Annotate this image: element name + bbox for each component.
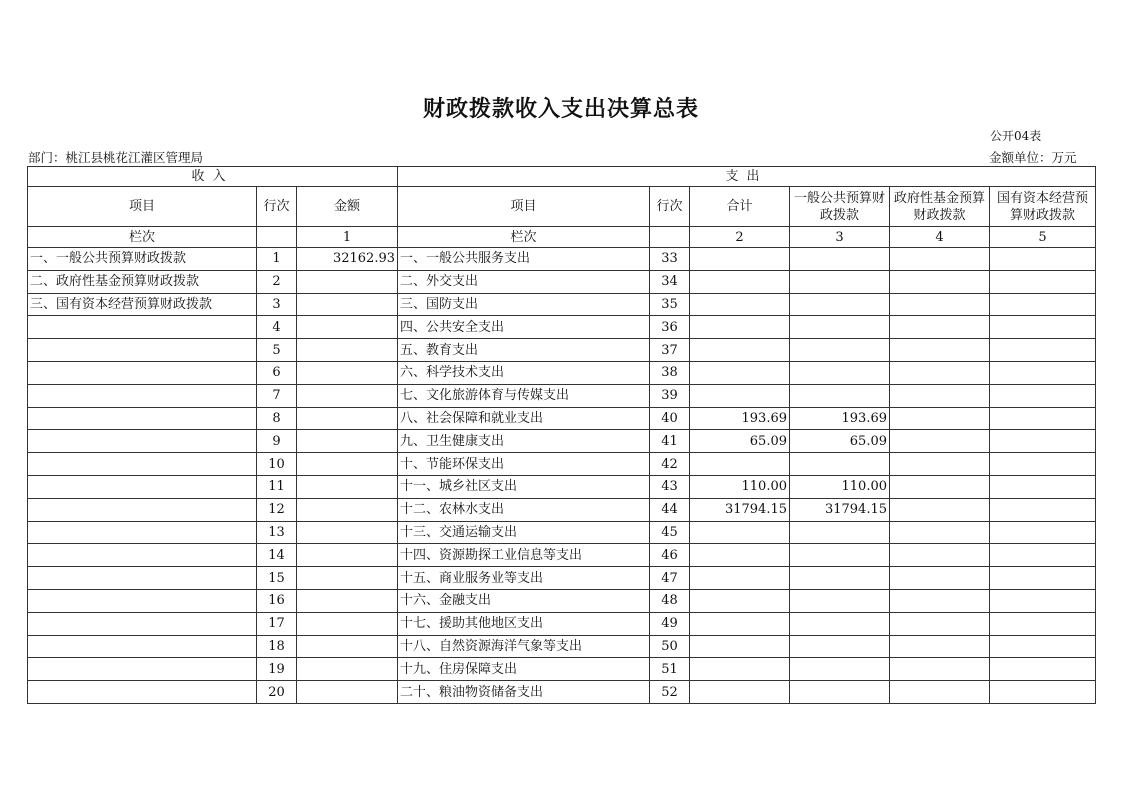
income-amount-cell: 32162.93 [297,248,398,271]
expense-row-no-cell: 41 [650,430,690,453]
general-budget-cell: 193.69 [790,407,890,430]
gov-fund-header: 政府性基金预算财政拨款 [890,187,990,227]
table-row [28,544,1096,567]
table-row [28,430,1096,453]
budget-summary-table [27,166,1096,704]
income-amount-cell [297,544,398,567]
state-capital-cell [990,361,1096,384]
gov-fund-index: 4 [890,227,990,248]
state-capital-index: 5 [990,227,1096,248]
general-budget-cell [790,293,890,316]
expense-item-cell: 十七、援助其他地区支出 [398,612,650,635]
income-row-no-cell: 18 [257,635,297,658]
expense-item-cell: 二、外交支出 [398,270,650,293]
table-row [28,248,1096,271]
general-budget-cell [790,567,890,590]
state-capital-cell [990,544,1096,567]
state-capital-cell [990,589,1096,612]
expense-item-cell: 六、科学技术支出 [398,361,650,384]
expense-item-cell: 十九、住房保障支出 [398,658,650,681]
total-cell [690,384,790,407]
gov-fund-cell [890,681,990,704]
state-capital-cell [990,270,1096,293]
income-row-no-cell: 19 [257,658,297,681]
expense-row-no-header: 行次 [650,187,690,227]
table-row [28,270,1096,293]
state-capital-cell [990,407,1096,430]
income-row-no-cell: 14 [257,544,297,567]
state-capital-cell [990,339,1096,362]
column-header-row [28,187,1096,227]
expense-row-no-cell: 40 [650,407,690,430]
expense-item-cell: 十三、交通运输支出 [398,521,650,544]
income-row-no-cell: 1 [257,248,297,271]
income-amount-cell [297,681,398,704]
expense-row-no-cell: 39 [650,384,690,407]
income-item-cell [28,430,257,453]
total-cell [690,361,790,384]
expense-row-no-cell: 50 [650,635,690,658]
expense-item-header: 项目 [398,187,650,227]
income-amount-cell [297,407,398,430]
general-budget-header: 一般公共预算财政拨款 [790,187,890,227]
general-budget-cell [790,681,890,704]
income-row-no-cell: 11 [257,475,297,498]
table-row [28,339,1096,362]
expense-item-cell: 四、公共安全支出 [398,316,650,339]
income-item-cell [28,407,257,430]
expense-item-cell: 一、一般公共服务支出 [398,248,650,271]
gov-fund-cell [890,339,990,362]
total-index: 2 [690,227,790,248]
income-row-no-cell: 2 [257,270,297,293]
income-item-cell: 二、政府性基金预算财政拨款 [28,270,257,293]
table-row [28,475,1096,498]
total-cell [690,316,790,339]
income-item-cell [28,567,257,590]
general-budget-cell [790,612,890,635]
table-row [28,612,1096,635]
total-cell [690,339,790,362]
state-capital-cell [990,498,1096,521]
table-row [28,361,1096,384]
table-row [28,521,1096,544]
expense-item-cell: 十一、城乡社区支出 [398,475,650,498]
table-row [28,567,1096,590]
state-capital-cell [990,453,1096,476]
income-item-cell [28,384,257,407]
column-index-row [28,227,1096,248]
expense-row-no-cell: 38 [650,361,690,384]
total-cell [690,293,790,316]
general-budget-cell: 110.00 [790,475,890,498]
expense-row-no-cell: 52 [650,681,690,704]
table-row [28,589,1096,612]
expense-item-cell: 十二、农林水支出 [398,498,650,521]
income-amount-cell [297,453,398,476]
table-row [28,384,1096,407]
income-amount-cell [297,521,398,544]
income-row-no-header: 行次 [257,187,297,227]
state-capital-cell [990,384,1096,407]
general-budget-cell [790,270,890,293]
table-row [28,635,1096,658]
expense-item-cell: 三、国防支出 [398,293,650,316]
income-amount-cell [297,635,398,658]
expense-row-no-cell: 43 [650,475,690,498]
section-header-row [28,167,1096,187]
gov-fund-cell [890,475,990,498]
total-cell [690,658,790,681]
gov-fund-cell [890,635,990,658]
gov-fund-cell [890,270,990,293]
expense-row-no-cell: 33 [650,248,690,271]
table-row [28,407,1096,430]
total-header: 合计 [690,187,790,227]
general-budget-cell [790,316,890,339]
state-capital-header: 国有资本经营预算财政拨款 [990,187,1096,227]
expense-row-no-cell: 36 [650,316,690,339]
general-budget-cell [790,521,890,544]
income-amount-cell [297,270,398,293]
income-item-cell [28,635,257,658]
income-row-no-cell: 9 [257,430,297,453]
table-row [28,316,1096,339]
total-cell [690,635,790,658]
total-cell [690,521,790,544]
gov-fund-cell [890,430,990,453]
gov-fund-cell [890,589,990,612]
total-cell: 193.69 [690,407,790,430]
income-amount-cell [297,316,398,339]
state-capital-cell [990,635,1096,658]
expense-row-no-cell: 34 [650,270,690,293]
income-item-cell: 一、一般公共预算财政拨款 [28,248,257,271]
gov-fund-cell [890,544,990,567]
income-row-no-index [257,227,297,248]
gov-fund-cell [890,248,990,271]
gov-fund-cell [890,293,990,316]
gov-fund-cell [890,658,990,681]
income-item-cell [28,589,257,612]
expense-row-no-cell: 42 [650,453,690,476]
state-capital-cell [990,567,1096,590]
income-item-cell [28,316,257,339]
department-label: 部门：桃江县桃花江灌区管理局 [28,150,204,165]
form-number: 公开04表 [990,129,1042,143]
income-amount-cell [297,612,398,635]
gov-fund-cell [890,316,990,339]
state-capital-cell [990,681,1096,704]
total-cell [690,567,790,590]
table-row [28,293,1096,316]
report-title: 财政拨款收入支出决算总表 [422,96,699,122]
total-cell: 110.00 [690,475,790,498]
total-cell [690,681,790,704]
income-amount-cell [297,339,398,362]
total-cell [690,453,790,476]
general-budget-cell: 65.09 [790,430,890,453]
total-cell [690,270,790,293]
gov-fund-cell [890,567,990,590]
expense-item-cell: 二十、粮油物资储备支出 [398,681,650,704]
state-capital-cell [990,316,1096,339]
gov-fund-cell [890,453,990,476]
income-row-no-cell: 6 [257,361,297,384]
table-row [28,658,1096,681]
income-amount-index: 1 [297,227,398,248]
expense-row-no-cell: 47 [650,567,690,590]
table-row [28,453,1096,476]
income-row-no-cell: 13 [257,521,297,544]
income-row-no-cell: 16 [257,589,297,612]
expense-item-cell: 十、节能环保支出 [398,453,650,476]
income-item-cell [28,658,257,681]
income-amount-cell [297,475,398,498]
gov-fund-cell [890,612,990,635]
state-capital-cell [990,658,1096,681]
total-cell: 31794.15 [690,498,790,521]
income-amount-cell [297,361,398,384]
general-budget-cell [790,339,890,362]
gov-fund-cell [890,384,990,407]
general-budget-cell [790,589,890,612]
expense-row-no-index [650,227,690,248]
general-budget-cell [790,384,890,407]
general-budget-cell [790,635,890,658]
state-capital-cell [990,293,1096,316]
total-cell [690,544,790,567]
income-row-no-cell: 12 [257,498,297,521]
income-row-no-cell: 7 [257,384,297,407]
income-amount-cell [297,430,398,453]
expense-row-no-cell: 48 [650,589,690,612]
income-item-cell [28,612,257,635]
expense-row-no-cell: 35 [650,293,690,316]
income-item-cell [28,498,257,521]
amount-unit-label: 金额单位：万元 [989,150,1077,165]
income-item-cell [28,544,257,567]
income-row-no-cell: 17 [257,612,297,635]
general-budget-cell: 31794.15 [790,498,890,521]
table-row [28,681,1096,704]
income-amount-cell [297,589,398,612]
general-budget-cell [790,544,890,567]
expense-item-cell: 十五、商业服务业等支出 [398,567,650,590]
income-item-cell [28,521,257,544]
general-budget-cell [790,248,890,271]
total-cell [690,589,790,612]
expense-col-index-label: 栏次 [398,227,650,248]
expense-row-no-cell: 51 [650,658,690,681]
income-row-no-cell: 4 [257,316,297,339]
income-amount-cell [297,658,398,681]
income-amount-cell [297,293,398,316]
expense-row-no-cell: 45 [650,521,690,544]
expense-row-no-cell: 44 [650,498,690,521]
state-capital-cell [990,612,1096,635]
general-budget-cell [790,453,890,476]
income-amount-cell [297,567,398,590]
expense-section-header: 支出 [398,167,1096,187]
income-col-index-label: 栏次 [28,227,257,248]
general-budget-index: 3 [790,227,890,248]
expense-item-cell: 七、文化旅游体育与传媒支出 [398,384,650,407]
state-capital-cell [990,475,1096,498]
income-row-no-cell: 20 [257,681,297,704]
expense-item-cell: 十四、资源勘探工业信息等支出 [398,544,650,567]
total-cell [690,248,790,271]
expense-row-no-cell: 37 [650,339,690,362]
income-section-header: 收入 [28,167,398,187]
income-item-cell [28,339,257,362]
expense-row-no-cell: 46 [650,544,690,567]
income-row-no-cell: 15 [257,567,297,590]
income-item-cell [28,475,257,498]
income-row-no-cell: 5 [257,339,297,362]
income-amount-cell [297,384,398,407]
expense-item-cell: 五、教育支出 [398,339,650,362]
expense-item-cell: 九、卫生健康支出 [398,430,650,453]
state-capital-cell [990,521,1096,544]
income-row-no-cell: 10 [257,453,297,476]
state-capital-cell [990,430,1096,453]
total-cell [690,612,790,635]
income-item-cell [28,453,257,476]
income-amount-cell [297,498,398,521]
gov-fund-cell [890,498,990,521]
gov-fund-cell [890,361,990,384]
income-item-header: 项目 [28,187,257,227]
income-row-no-cell: 8 [257,407,297,430]
expense-row-no-cell: 49 [650,612,690,635]
income-item-cell: 三、国有资本经营预算财政拨款 [28,293,257,316]
income-item-cell [28,681,257,704]
gov-fund-cell [890,521,990,544]
general-budget-cell [790,361,890,384]
state-capital-cell [990,248,1096,271]
income-amount-header: 金额 [297,187,398,227]
expense-item-cell: 十八、自然资源海洋气象等支出 [398,635,650,658]
income-row-no-cell: 3 [257,293,297,316]
total-cell: 65.09 [690,430,790,453]
expense-item-cell: 八、社会保障和就业支出 [398,407,650,430]
gov-fund-cell [890,407,990,430]
general-budget-cell [790,658,890,681]
income-item-cell [28,361,257,384]
expense-item-cell: 十六、金融支出 [398,589,650,612]
table-row [28,498,1096,521]
